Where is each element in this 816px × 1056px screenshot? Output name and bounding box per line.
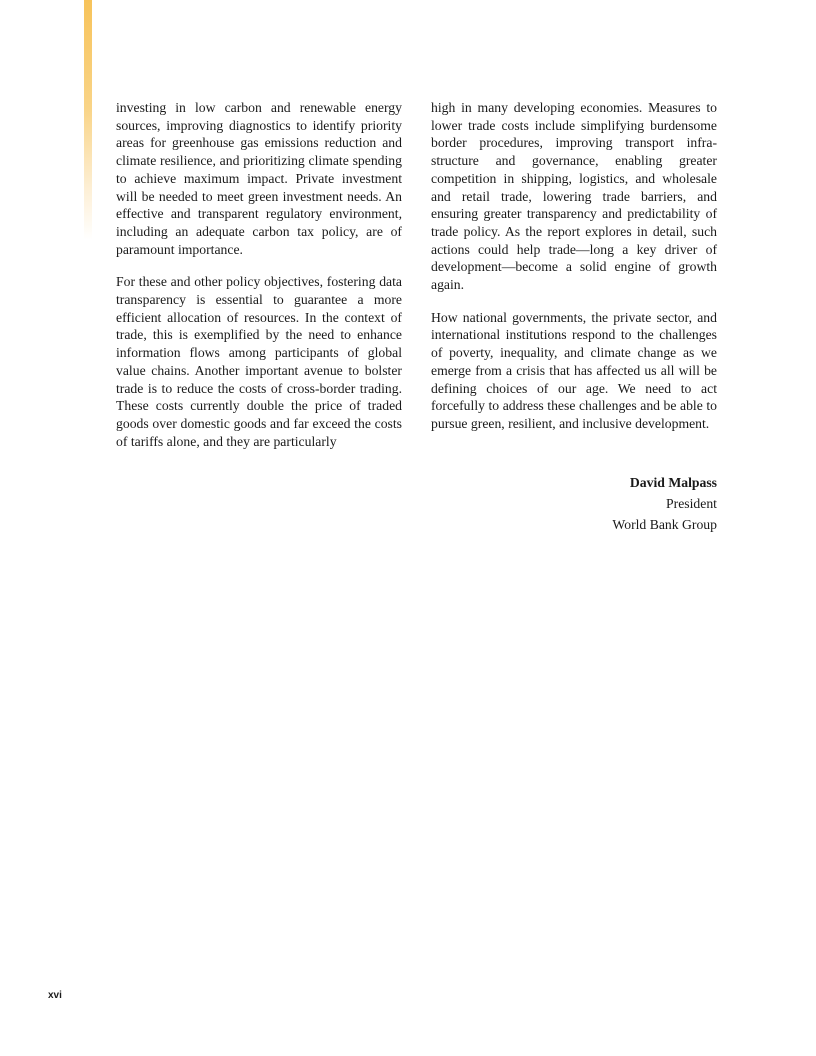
signatory-title: President bbox=[666, 496, 717, 511]
left-text-column bbox=[116, 99, 402, 465]
signatory-name: David Malpass bbox=[629, 475, 717, 490]
signature-block bbox=[431, 472, 717, 535]
body-paragraph: high in many developing economies. Measures to lower trade costs include simplifying burdensome border procedures, improving transport infrastructure and governance, enabling greater competition in shipping, logistics, and wholesale and retail trade, lowering trade barriers, and ensuring greater transparency and predictability of trade policy. As the report explores in detail, such actions could help trade—long a key driver of development—become a solid engine of growth again. bbox=[431, 100, 717, 293]
body-paragraph: investing in low carbon and renewable energy sources, improving diagnostics to identify priority areas for greenhouse gas emissions reduction and climate resilience, and prioritizing climate spending to achieve maximum impact. Private investment will be needed to meet green investment needs. An effective and transparent regulatory environment, including an adequate carbon tax policy, are of paramount importance. bbox=[116, 100, 402, 257]
signatory-organization: World Bank Group bbox=[612, 517, 717, 532]
decorative-accent-bar bbox=[84, 0, 92, 240]
right-text-column bbox=[431, 99, 717, 448]
body-paragraph: How national governments, the private sector, and international institutions respond to the challenges of poverty, inequality, and climate change as we emerge from a crisis that has affected us all will be defining choices of our age. We need to act forcefully to address these challenges and be able to pursue green, resilient, and inclusive development. bbox=[431, 309, 717, 431]
page-number: xvi bbox=[48, 990, 62, 1001]
body-paragraph: For these and other policy objectives, fostering data transparency is essential to guarantee a more efficient allocation of resources. In the context of trade, this is exemplified by the need to enhance information flows among participants of global value chains. Another important avenue to bolster trade is to reduce the costs of cross-border trading. These costs currently double the price of traded goods over domestic goods and far exceed the costs of tariffs alone, and they are particularly bbox=[116, 274, 402, 449]
